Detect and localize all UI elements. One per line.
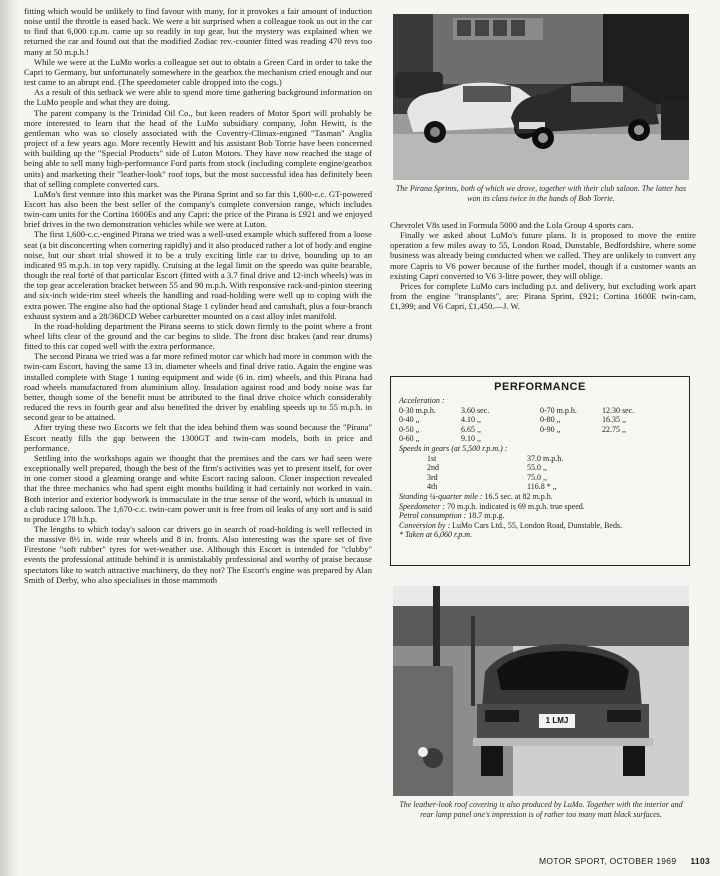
gear-name: 2nd [427, 463, 439, 473]
article-paragraph: After trying these two Escorts we felt that the idea behind them was sound because the "Pirana" Escort neatly fills the gap between the 1300GT and twin-cam models, both in price and performance. [24, 422, 372, 453]
article-paragraph: The parent company is the Trinidad Oil Co., but keen readers of Motor Sport will probably be more interested to learn that the head of the LuMo subsidiary company, John Hewitt, is the gentleman who was so closely associated with the Coventry-Climax-engined "Tasman" Anglia project of a few years ago. More recently Hewitt and his assistant Bob Torrie have been concerned with building up the "Special Products" side of Luton Motors. They have now reached the stage of being able to sell many high-performance Ford parts from stock (including complete engine/gearbox units) and marketing their "leather-look" roof tops, but the most successful idea has definitely been that of selling complete converted cars. [24, 107, 372, 189]
left-article-column [24, 6, 372, 836]
performance-table [390, 376, 690, 566]
petrol-value: 18.7 m.p.g. [468, 511, 505, 521]
acceleration-range: 0-70 m.p.h. [540, 405, 577, 415]
acceleration-time: 16.35 ,, [602, 415, 626, 425]
acceleration-row [540, 425, 681, 435]
standing-quarter-line [399, 492, 681, 502]
number-plate: 1 LMJ [545, 716, 569, 725]
article-paragraph: The first 1,600-c.c.-engined Pirana we tried was a well-used example which suffered from a loose seat (a bit disconcerting when cornering rapidly) and it also produced rather a lot of body and engine noise, but our short trial showed it to be a truly exciting little car to drive, bounding up to an indicated 95 m.p.h. in top very rapidly. Cruising at the legal limit on the speedo was quite bearable, though the real forté of that particular Escort (fitted with a 3.7 final drive and 12-inch wheels) was in the top gear acceleration bracket between 55 and 90 m.p.h. With responsive rack-and-pinion steering and six-inch wide-rim steel wheels the handling and road-holding were well up to coping with the extra power. The engine also had the optional Stage 1 cylinder head and camshaft, plus a four-branch exhaust system and a 28/36DCD Weber carburetter mounted on a cast alloy inlet manifold. [24, 229, 372, 321]
acceleration-row [399, 425, 540, 435]
standing-quarter-label: Standing ¼-quarter mile : [399, 491, 483, 501]
photo-pirana-sprints-image [393, 14, 689, 180]
acceleration-time: 12.30 sec. [602, 405, 635, 415]
conversion-line [399, 521, 681, 531]
acceleration-range: 0-50 ,, [399, 424, 420, 434]
acceleration-range: 0-30 m.p.h. [399, 405, 436, 415]
acceleration-time: 9.10 ,, [461, 434, 481, 444]
speedometer-label: Speedometer : [399, 501, 445, 511]
gear-name: 4th [427, 482, 438, 492]
page-gutter-shadow [0, 0, 20, 876]
acceleration-column-right [540, 406, 681, 444]
gear-row [399, 482, 681, 492]
speedometer-line [399, 502, 681, 512]
article-paragraph: Finally we asked about LuMo's future plans. It is proposed to move the entire operation a few miles away to 55, London Road, Dunstable, Bedfordshire, where some business was already being conducted when we called. They are unlikely to convert any more Capris to V6 power because of the further model, though if a customer wants an existing Capri converted to V6 3-litre power, they will oblige. [390, 230, 696, 281]
acceleration-time: 22.75 ,, [602, 424, 626, 434]
gear-speed: 75.0 ,, [527, 472, 547, 482]
article-paragraph: As a result of this setback we were able to spend more time gathering background information on the LuMo people and what they are doing. [24, 87, 372, 108]
conversion-value: LuMo Cars Ltd., 55, London Road, Dunstable, Beds. [452, 520, 623, 530]
article-paragraph: Prices for complete LuMo cars including p.t. and delivery, but excluding work apart from the engine "transplants", are: Pirana Sprint, £921; Cortina 1600E twin-cam, £1,399; and V6 Capri, £1,450.—J. W. [390, 280, 696, 312]
gear-speed: 55.0 ,, [527, 463, 547, 473]
article-paragraph: The lengths to which today's saloon car drivers go in search of road-holding is well reflected in the massive 8½ in. wide rear wheels and 8 in. fronts. Also interesting was the spare set of five Firestone "soft rubber" tyres for wet-weather use. Although this Escort is intended for "clubby" events the professional attitude behind it is unmistakably professional and worthy of praise because spectators like to watch attractive machinery, do they not? The Escort's engine was prepared by Alan Smith of Derby, who also specialises in those mammoth [24, 523, 372, 585]
gear-row [399, 463, 681, 473]
footnote-text: * Taken at 6,060 r.p.m. [399, 530, 473, 540]
article-paragraph: The second Pirana we tried was a far more refined motor car which had more in common with the twin-cam Escort, having the same 13 in. diameter wheels and final drive ratio. Again the engine was installed complete with Stage 1 tuning equipment and wide (6 in. rim) wheels, and this Pirana had road wheels manufactured from aluminium alloy. Insulation against road and body noise was far better, though some of the benefit must be attributed to the final drive choice which considerably reduced the revs in fourth gear and also benefited the driver by enabling speeds up to 55 m.p.h. in second gear to be attained. [24, 351, 372, 423]
gear-speed: 116.8 * ,, [527, 482, 557, 492]
acceleration-column-left [399, 406, 540, 444]
performance-title: PERFORMANCE [494, 381, 586, 393]
acceleration-row [540, 415, 681, 425]
article-paragraph: Chevrolet V8s used in Formula 5000 and the Lola Group 4 sports cars. [390, 220, 634, 230]
acceleration-grid [399, 406, 681, 444]
standing-quarter-value: 16.5 sec. at 82 m.p.h. [484, 491, 553, 501]
gear-row [399, 454, 681, 464]
page-number: 1103 [690, 856, 710, 866]
acceleration-range: 0-60 ,, [399, 434, 420, 444]
acceleration-row [399, 415, 540, 425]
gear-row [399, 473, 681, 483]
photo-capri-rear [393, 586, 689, 796]
page-footer [500, 856, 710, 870]
acceleration-row [399, 434, 540, 444]
petrol-label: Petrol consumption : [399, 511, 467, 521]
gear-speed: 37.0 m.p.h. [527, 453, 564, 463]
petrol-line [399, 511, 681, 521]
article-paragraph: LuMo's first venture into this market was the Pirana Sprint and so far this 1,600-c.c. GT-powered Escort has also been the best seller of the company's complete conversion range, which includes twin-cam units for the Cortina 1600Es and any Capri: the price of the Pirana is £921 and we enjoyed brief drives in the two demonstration vehicles while we were at Luton. [24, 188, 372, 230]
photo-pirana-sprints [393, 14, 689, 180]
right-article-column [390, 220, 696, 311]
article-paragraph: fitting which would be unlikely to find favour with many, for it provokes a fair amount of induction noise until the throttle is eased back. We were a bit surprised when a colleague took us out in the car to find that 6,000 r.p.m. came up so readily in top gear, but the mystery was explained when we returned the car and found out that the modified Zodiac rev.-counter fitted was reading 470 revs too many at 50 m.p.h.! [24, 6, 372, 57]
article-paragraph: Settling into the workshops again we thought that the premises and the cars we had seen were exceptionally well prepared, though the best of the firm's activities was yet to present itself, for over in one corner stood a gleaming orange and white Escort racing saloon. Closer inspection revealed that the three mechanics who had spent eight months building it had certainly not worked in vain. Both interior and exterior bodywork is immaculate in the true sense of the word, which is unusual in a club racing saloon. The 1,670-c.c. twin-cam power unit is free from oil leaks of any sort and is said to produce 178 b.h.p. [24, 452, 372, 524]
gear-name: 3rd [427, 472, 438, 482]
acceleration-row [540, 406, 681, 416]
acceleration-time: 3.60 sec. [461, 405, 490, 415]
speedometer-value: 70 m.p.h. indicated is 69 m.p.h. true speed. [446, 501, 585, 511]
article-paragraph: In the road-holding department the Pirana seems to stick down firmly to the point where a front wheel lifts clear of the ground and the car begins to slide. The front disc brakes (and rear drums) fitted to this car coped well with the extra performance. [24, 320, 372, 352]
photo-capri-rear-image [393, 586, 689, 796]
acceleration-time: 6.65 ,, [461, 424, 481, 434]
photo-caption-bottom: The leather-look roof covering is also produced by LuMo. Together with the interior and rear lamp panel one's impression is of rather too many matt black surfaces. [399, 800, 683, 819]
gear-name: 1st [427, 453, 437, 463]
acceleration-row [399, 406, 540, 416]
photo-caption-top: The Pirana Sprints, both of which we drove, together with their club saloon. The latter has won its class twice in the hands of Bob Torrie. [395, 184, 687, 203]
acceleration-range: 0-80 ,, [540, 415, 561, 425]
conversion-label: Conversion by : [399, 520, 451, 530]
acceleration-label: Acceleration : [399, 396, 445, 405]
performance-footnote [399, 530, 681, 540]
acceleration-range: 0-90 ,, [540, 424, 561, 434]
acceleration-range: 0-40 ,, [399, 415, 420, 425]
acceleration-time: 4.10 ,, [461, 415, 481, 425]
article-paragraph: While we were at the LuMo works a colleague set out to obtain a Green Card in order to take the Capri to Germany, but unfortunately somewhere in the gearbox the mechanism cried enough and our test came to an abrupt end. (The speedometer cable dropped into the cogs.) [24, 56, 372, 88]
gears-label: Speeds in gears (at 5,500 r.p.m.) : [399, 443, 508, 453]
magazine-issue: MOTOR SPORT, OCTOBER 1969 [538, 856, 677, 866]
